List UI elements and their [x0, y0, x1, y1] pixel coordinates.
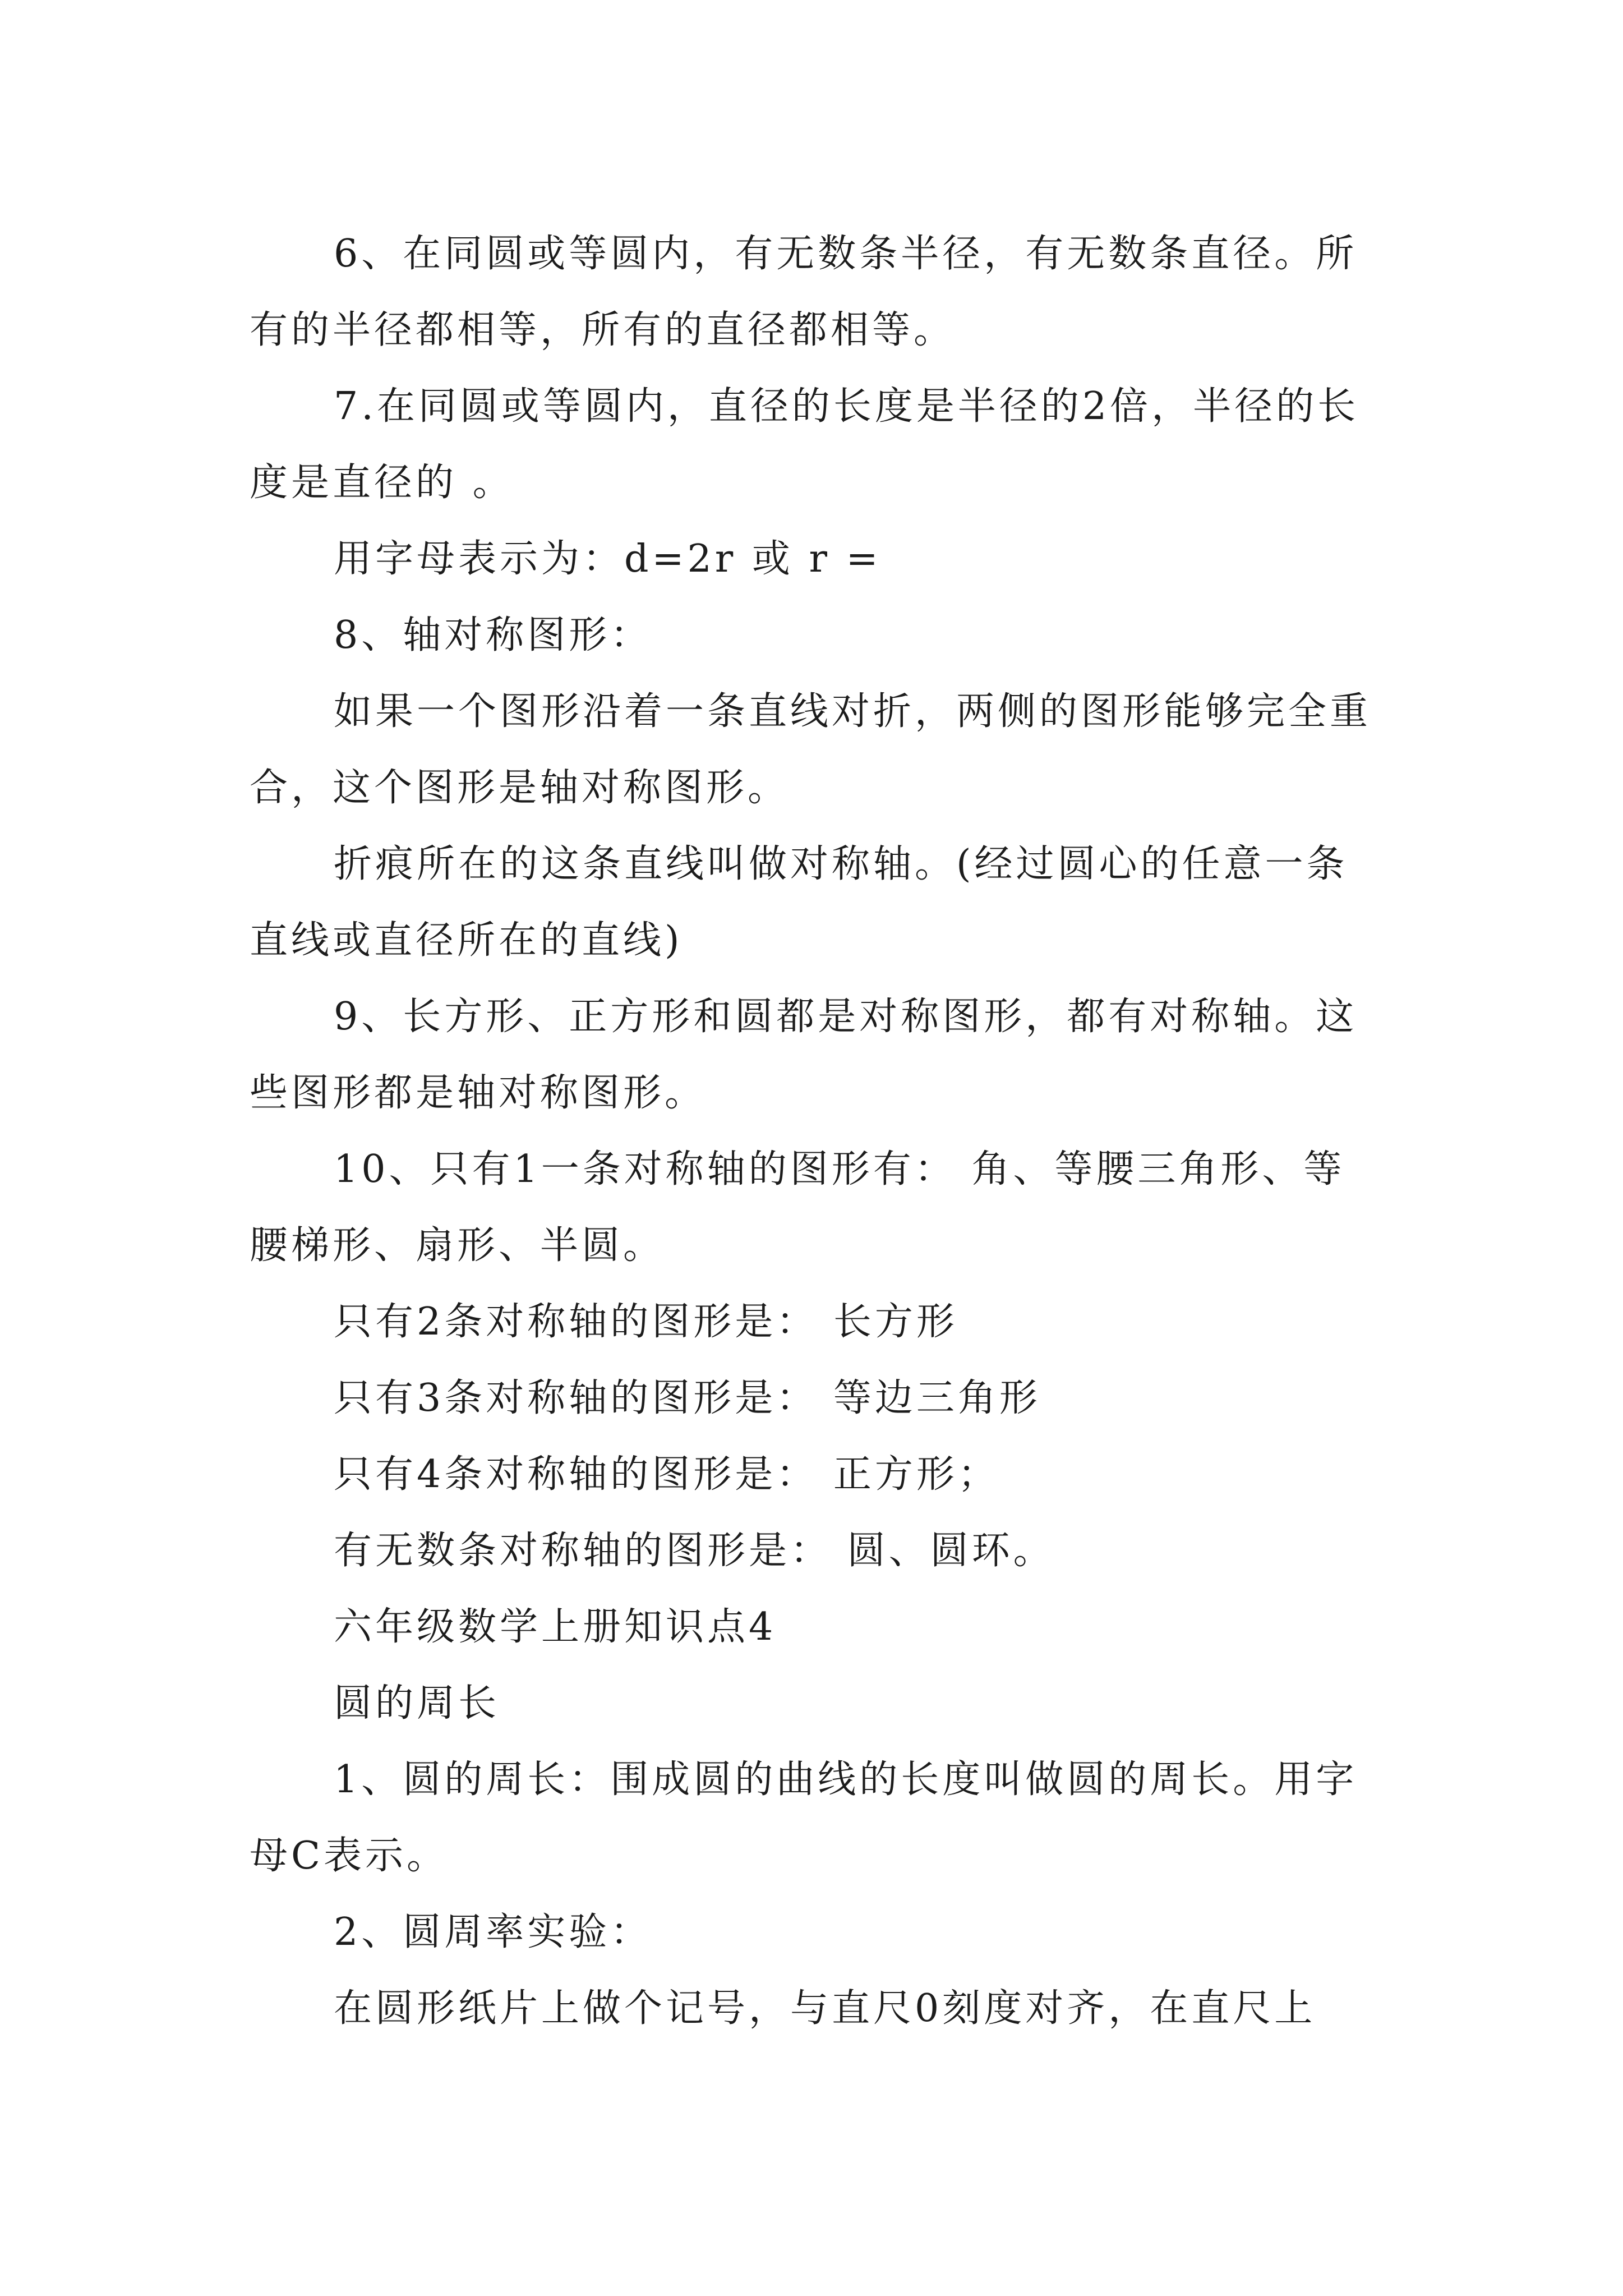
paragraph-item-10: 10、只有1一条对称轴的图形有： 角、等腰三角形、等腰梯形、扇形、半圆。	[250, 1147, 1345, 1268]
section-heading: 六年级数学上册知识点4	[334, 1605, 777, 1649]
four-axes-line: 只有4条对称轴的图形是： 正方形；	[334, 1452, 999, 1497]
paragraph-item-8-heading: 8、轴对称图形：	[334, 613, 652, 657]
paragraph-item-6: 6、在同圆或等圆内，有无数条半径，有无数条直径。所有的半径都相等，所有的直径都相等。	[250, 232, 1358, 352]
axis-symmetry-definition: 如果一个图形沿着一条直线对折，两侧的图形能够完全重合，这个图形是轴对称图形。	[250, 689, 1372, 810]
two-axes-line: 只有2条对称轴的图形是： 长方形	[334, 1300, 958, 1344]
document-body	[250, 216, 1382, 2047]
paragraph-item-9: 9、长方形、正方形和圆都是对称图形，都有对称轴。这些图形都是轴对称图形。	[250, 995, 1358, 1115]
pi-experiment-text: 在圆形纸片上做个记号，与直尺0刻度对齐，在直尺上	[334, 1986, 1316, 2031]
formula-line: 用字母表示为：d=2r 或 r =	[334, 537, 882, 581]
three-axes-line: 只有3条对称轴的图形是： 等边三角形	[334, 1376, 1041, 1420]
pi-experiment-heading: 2、圆周率实验：	[334, 1910, 652, 1954]
infinite-axes-line: 有无数条对称轴的图形是： 圆、圆环。	[334, 1529, 1055, 1573]
circumference-definition: 1、圆的周长：围成圆的曲线的长度叫做圆的周长。用字母C表示。	[250, 1757, 1358, 1878]
paragraph-item-7: 7.在同圆或等圆内，直径的长度是半径的2倍，半径的长度是直径的 。	[250, 384, 1359, 505]
section-subheading: 圆的周长	[334, 1681, 500, 1726]
symmetry-axis-definition: 折痕所在的这条直线叫做对称轴。(经过圆心的任意一条直线或直径所在的直线)	[250, 842, 1348, 963]
